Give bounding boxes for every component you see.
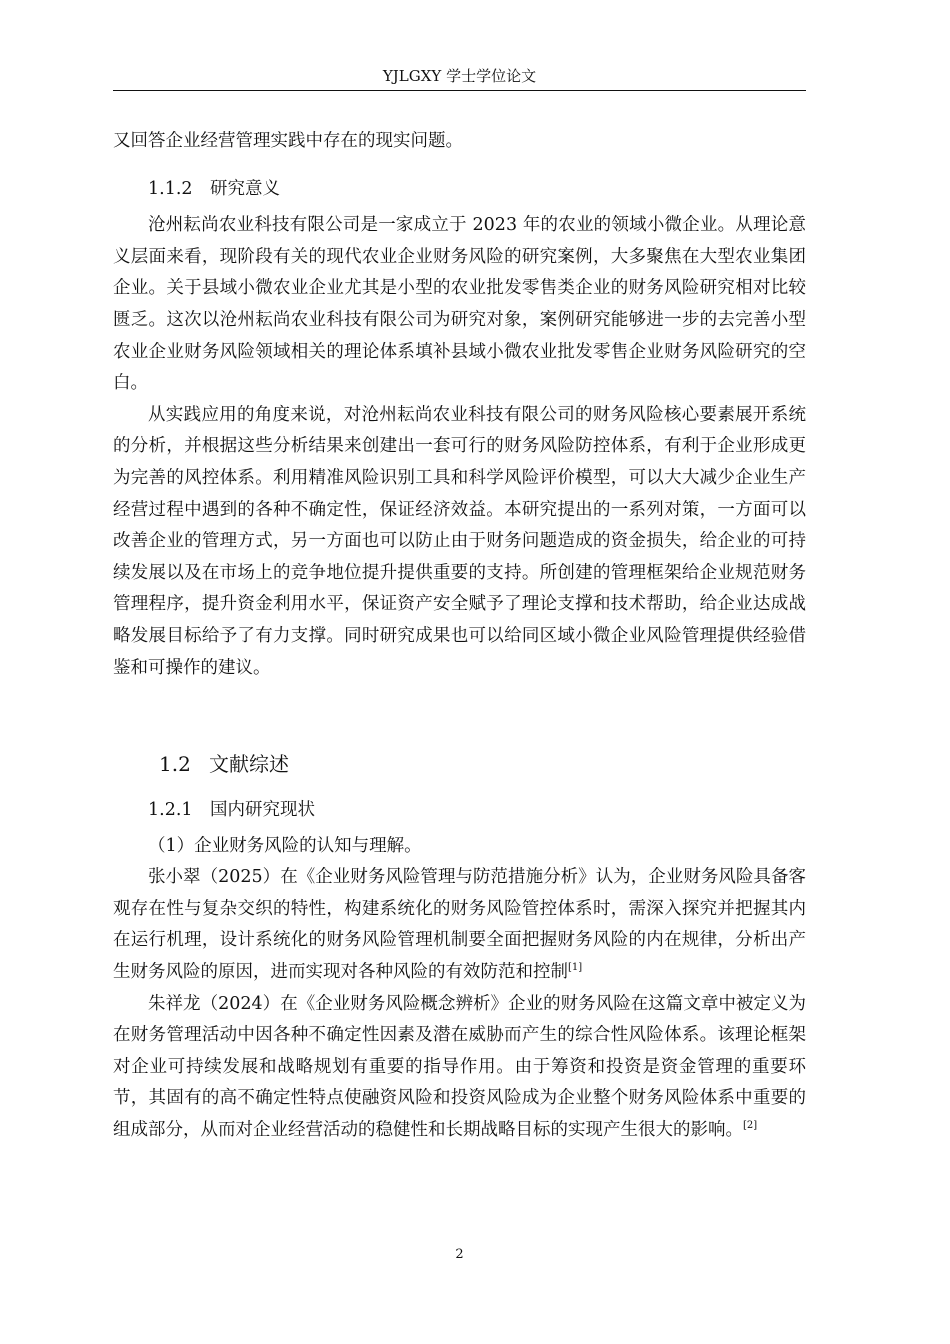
section-heading-1-2-1 — [113, 795, 806, 827]
section-title: 文献综述 — [209, 752, 289, 777]
section-number: 1.2 — [159, 752, 191, 777]
paragraph-theory: 沧州耘尚农业科技有限公司是一家成立于 2023 年的农业的领域小微企业。从理论意义层面来看，现阶段有关的现代农业企业财务风险的研究案例，大多聚焦在大型农业集团企业。关于县域小微农业企业尤其是小型的农业批发零售类企业的财务风险研究相对比较匮乏。这次以沧州耘尚农业科技有限公司为研究对象，案例研究能够进一步的去完善小型农业企业财务风险领域相关的理论体系填补县域小微农业批发零售企业财务风险研究的空白。 — [113, 215, 806, 394]
page-number: 2 — [455, 1247, 464, 1262]
section-heading-1-1-2 — [113, 174, 806, 206]
section-number: 1.2.1 — [148, 800, 193, 821]
section-title: 研究意义 — [210, 178, 280, 199]
paragraph-zhu — [113, 989, 806, 1147]
page-body — [113, 126, 806, 1147]
paragraph-text: 朱祥龙（2024）在《企业财务风险概念辨析》企业的财务风险在这篇文章中被定义为在财务管理活动中因各种不确定性因素及潜在威胁而产生的综合性风险体系。该理论框架对企业可持续发展和战略规划有重要的指导作用。由于筹资和投资是资金管理的重要环节，其固有的高不确定性特点使融资风险和投资风险成为企业整个财务风险体系中重要的组成部分，从而对企业经营活动的稳健性和长期战略目标的实现产生很大的影响。 — [113, 993, 806, 1141]
page-header: YJLGXY 学士学位论文 — [382, 67, 537, 85]
paragraph-text: 张小翠（2025）在《企业财务风险管理与防范措施分析》认为，企业财务风险具备客观存在性与复杂交织的特性，构建系统化的财务风险管控体系时，需深入探究并把握其内在运行机理，设计系统化的财务风险管理机制要全面把握财务风险的内在规律，分析出产生财务风险的原因，进而实现对各种风险的有效防范和控制 — [113, 867, 806, 983]
paragraph-practice: 从实践应用的角度来说，对沧州耘尚农业科技有限公司的财务风险核心要素展开系统的分析，并根据这些分析结果来创建出一套可行的财务风险防控体系，有利于企业形成更为完善的风控体系。利用精准风险识别工具和科学风险评价模型，可以大大减少企业生产经营过程中遇到的各种不确定性，保证经济效益。本研究提出的一系列对策，一方面可以改善企业的管理方式，另一方面也可以防止由于财务问题造成的资金损失，给企业的可持续发展以及在市场上的竞争地位提升提供重要的支持。所创建的管理框架给企业规范财务管理程序，提升资金利用水平，保证资产安全赋予了理论支撑和技术帮助，给企业达成战略发展目标给予了有力支撑。同时研究成果也可以给同区域小微企业风险管理提供经验借鉴和可操作的建议。 — [113, 404, 806, 678]
citation-ref-1: [1] — [568, 962, 583, 974]
paragraph-zhang — [113, 862, 806, 988]
list-item-1: （1）企业财务风险的认知与理解。 — [148, 835, 422, 856]
section-number: 1.1.2 — [148, 178, 193, 199]
citation-ref-2: [2] — [743, 1120, 758, 1132]
section-heading-1-2 — [113, 749, 806, 779]
carry-over-paragraph: 又回答企业经营管理实践中存在的现实问题。 — [113, 131, 463, 151]
header-rule — [113, 90, 806, 91]
section-title: 国内研究现状 — [210, 800, 315, 821]
